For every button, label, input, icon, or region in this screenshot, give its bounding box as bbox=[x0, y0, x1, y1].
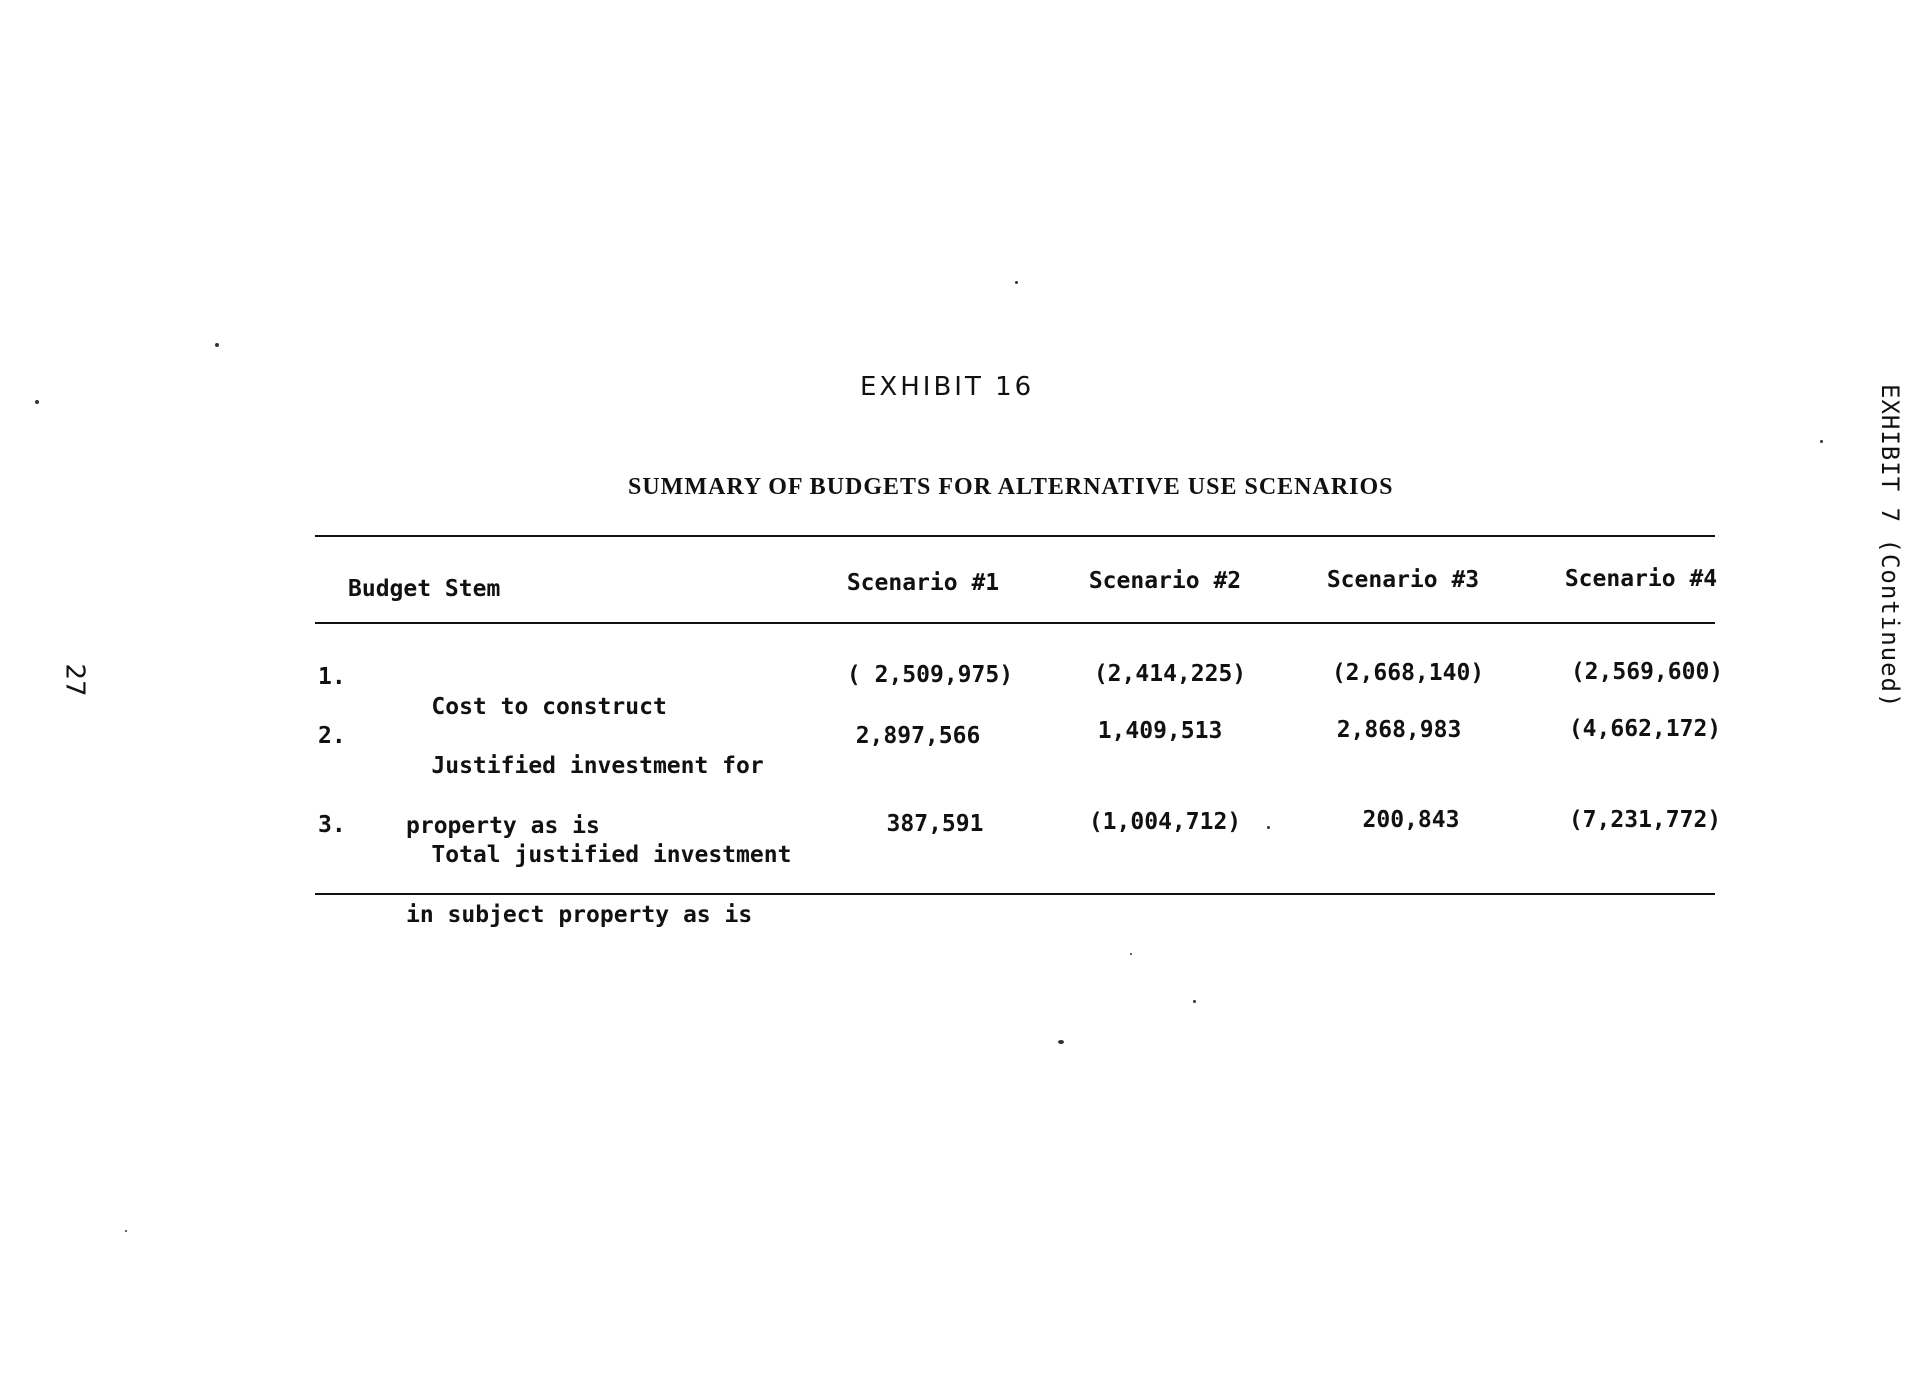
scan-speck bbox=[1058, 1040, 1064, 1044]
exhibit-title: EXHIBIT 16 bbox=[860, 372, 1035, 402]
row-3-label-line1: Total justified investment bbox=[431, 842, 792, 868]
table-top-rule bbox=[315, 535, 1715, 537]
row-2-scenario-2: 1,409,513 bbox=[1097, 718, 1223, 744]
scan-speck bbox=[1267, 826, 1270, 829]
row-1-number: 1. bbox=[318, 664, 346, 690]
header-budget-stem: Budget Stem bbox=[348, 576, 501, 602]
row-3-scenario-1: 387,591 bbox=[886, 811, 984, 837]
row-3-scenario-4: (7,231,772) bbox=[1568, 807, 1722, 833]
row-2-label-line2: property as is bbox=[406, 813, 600, 839]
row-2-scenario-3: 2,868,983 bbox=[1336, 717, 1462, 743]
row-1-scenario-4: (2,569,600) bbox=[1570, 659, 1724, 685]
scan-speck bbox=[125, 1230, 127, 1232]
scan-speck bbox=[1015, 281, 1018, 284]
row-1-label-line1: Cost to construct bbox=[431, 694, 667, 720]
row-3-scenario-3: 200,843 bbox=[1362, 807, 1460, 833]
header-scenario-2: Scenario #2 bbox=[1088, 568, 1242, 594]
header-scenario-3: Scenario #3 bbox=[1326, 567, 1480, 593]
row-2-label-line1: Justified investment for bbox=[431, 753, 764, 779]
row-2-scenario-1: 2,897,566 bbox=[855, 723, 981, 749]
page-number: 27 bbox=[59, 663, 90, 697]
side-caption: EXHIBIT 7 (Continued) bbox=[1876, 384, 1904, 709]
scan-speck bbox=[1130, 953, 1132, 955]
header-scenario-4: Scenario #4 bbox=[1564, 566, 1718, 592]
scan-speck bbox=[215, 343, 219, 347]
row-3-number: 3. bbox=[318, 812, 346, 838]
header-scenario-1: Scenario #1 bbox=[846, 570, 1000, 596]
scan-speck bbox=[35, 400, 39, 404]
row-3-label-line2: in subject property as is bbox=[406, 902, 753, 928]
scan-speck bbox=[1193, 1000, 1196, 1003]
row-3-scenario-2: (1,004,712) bbox=[1088, 809, 1242, 835]
table-title: SUMMARY OF BUDGETS FOR ALTERNATIVE USE SCENARIOS bbox=[628, 474, 1394, 500]
row-1-scenario-1: ( 2,509,975) bbox=[846, 662, 1014, 688]
row-1-scenario-3: (2,668,140) bbox=[1331, 660, 1485, 686]
table-header-rule bbox=[315, 622, 1715, 624]
row-3-label bbox=[376, 810, 791, 990]
scan-speck bbox=[1820, 440, 1823, 443]
row-1-scenario-2: (2,414,225) bbox=[1093, 661, 1247, 687]
row-2-number: 2. bbox=[318, 723, 346, 749]
row-2-scenario-4: (4,662,172) bbox=[1568, 716, 1722, 742]
